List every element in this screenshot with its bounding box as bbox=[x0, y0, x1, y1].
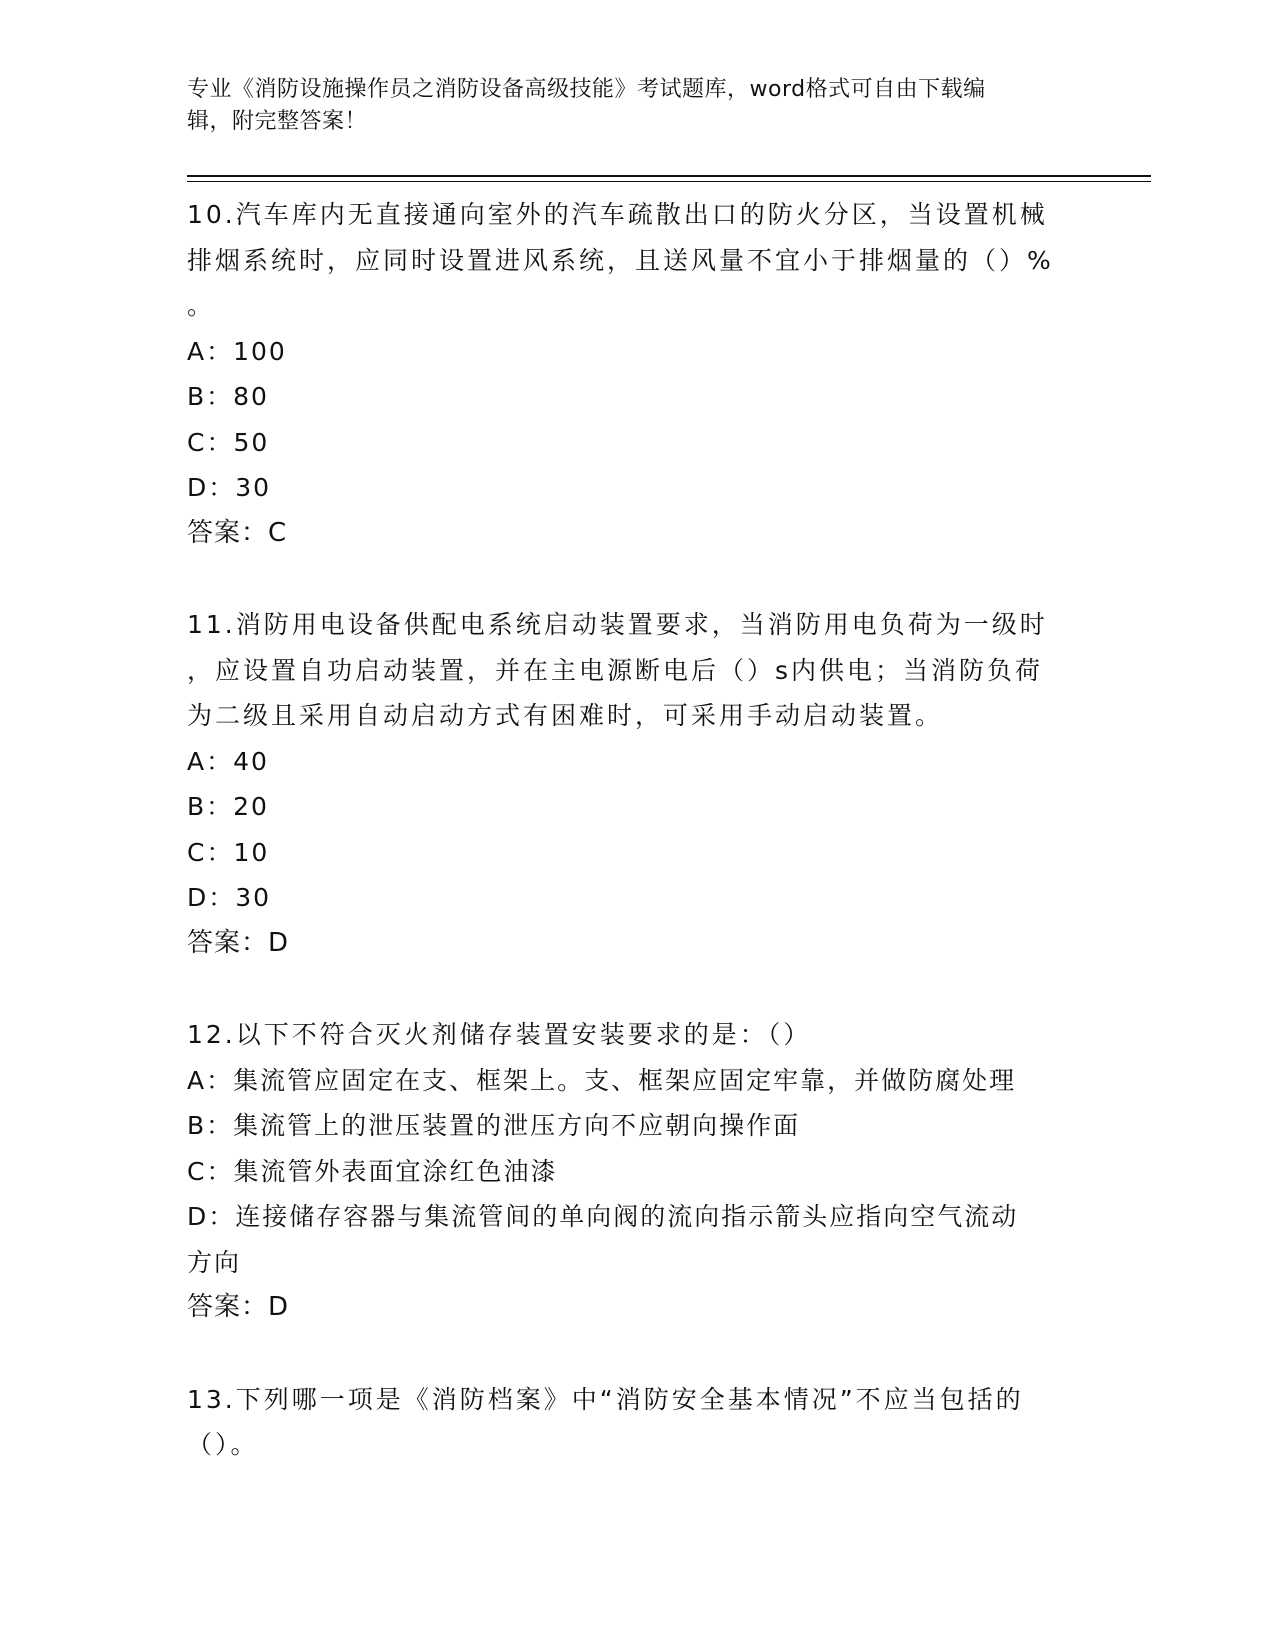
option-d: D：30 bbox=[187, 883, 272, 912]
stem-line: 排烟系统时，应同时设置进风系统，且送风量不宜小于排烟量的（）% bbox=[187, 245, 1054, 275]
document-header bbox=[187, 74, 1067, 138]
question-spacer bbox=[187, 966, 1087, 1012]
answer-line: 答案：C bbox=[187, 517, 288, 548]
question-12 bbox=[187, 1012, 1087, 1331]
answer-line: 答案：D bbox=[187, 927, 290, 958]
question-stem bbox=[187, 602, 1087, 739]
question-13 bbox=[187, 1377, 1087, 1468]
header-line-2: 辑，附完整答案！ bbox=[187, 109, 368, 134]
option-b: B：20 bbox=[187, 792, 269, 821]
option-a: A：100 bbox=[187, 336, 287, 366]
stem-line: 为二级且采用自动启动方式有困难时，可采用手动启动装置。 bbox=[187, 701, 944, 730]
option-d-continuation: 方向 bbox=[187, 1247, 242, 1277]
option-c: C：50 bbox=[187, 427, 270, 457]
question-10 bbox=[187, 192, 1087, 556]
option-d: D：30 bbox=[187, 473, 272, 502]
option-a: A：40 bbox=[187, 746, 269, 776]
question-stem bbox=[187, 1377, 1087, 1468]
question-spacer bbox=[187, 556, 1087, 602]
stem-line: 12.以下不符合灭火剂储存装置安装要求的是：（） bbox=[187, 1020, 812, 1049]
stem-line: 。 bbox=[187, 291, 216, 320]
header-divider-thick bbox=[187, 175, 1151, 177]
stem-line: 13.下列哪一项是《消防档案》中“消防安全基本情况”不应当包括的 bbox=[187, 1384, 1024, 1414]
option-a: A：集流管应固定在支、框架上。支、框架应固定牢靠，并做防腐处理 bbox=[187, 1065, 1017, 1095]
stem-line: 10.汽车库内无直接通向室外的汽车疏散出口的防火分区，当设置机械 bbox=[187, 200, 1048, 229]
option-b: B：集流管上的泄压装置的泄压方向不应朝向操作面 bbox=[187, 1111, 801, 1140]
stem-line: （）。 bbox=[187, 1430, 259, 1459]
option-c: C：集流管外表面宜涂红色油漆 bbox=[187, 1156, 558, 1186]
header-line-1: 专业《消防设施操作员之消防设备高级技能》考试题库，word格式可自由下载编 bbox=[187, 77, 986, 102]
answer-line: 答案：D bbox=[187, 1292, 290, 1322]
option-d: D：连接储存容器与集流管间的单向阀的流向指示箭头应指向空气流动 bbox=[187, 1202, 1019, 1231]
question-list bbox=[187, 192, 1087, 1468]
question-stem bbox=[187, 192, 1087, 329]
question-stem bbox=[187, 1012, 1087, 1058]
question-11 bbox=[187, 602, 1087, 966]
header-divider-thin bbox=[187, 181, 1151, 182]
option-c: C：10 bbox=[187, 837, 270, 867]
stem-line: ，应设置自功启动装置，并在主电源断电后（）s内供电；当消防负荷 bbox=[187, 655, 1044, 685]
option-b: B：80 bbox=[187, 382, 269, 411]
stem-line: 11.消防用电设备供配电系统启动装置要求，当消防用电负荷为一级时 bbox=[187, 610, 1048, 639]
question-spacer bbox=[187, 1331, 1087, 1377]
